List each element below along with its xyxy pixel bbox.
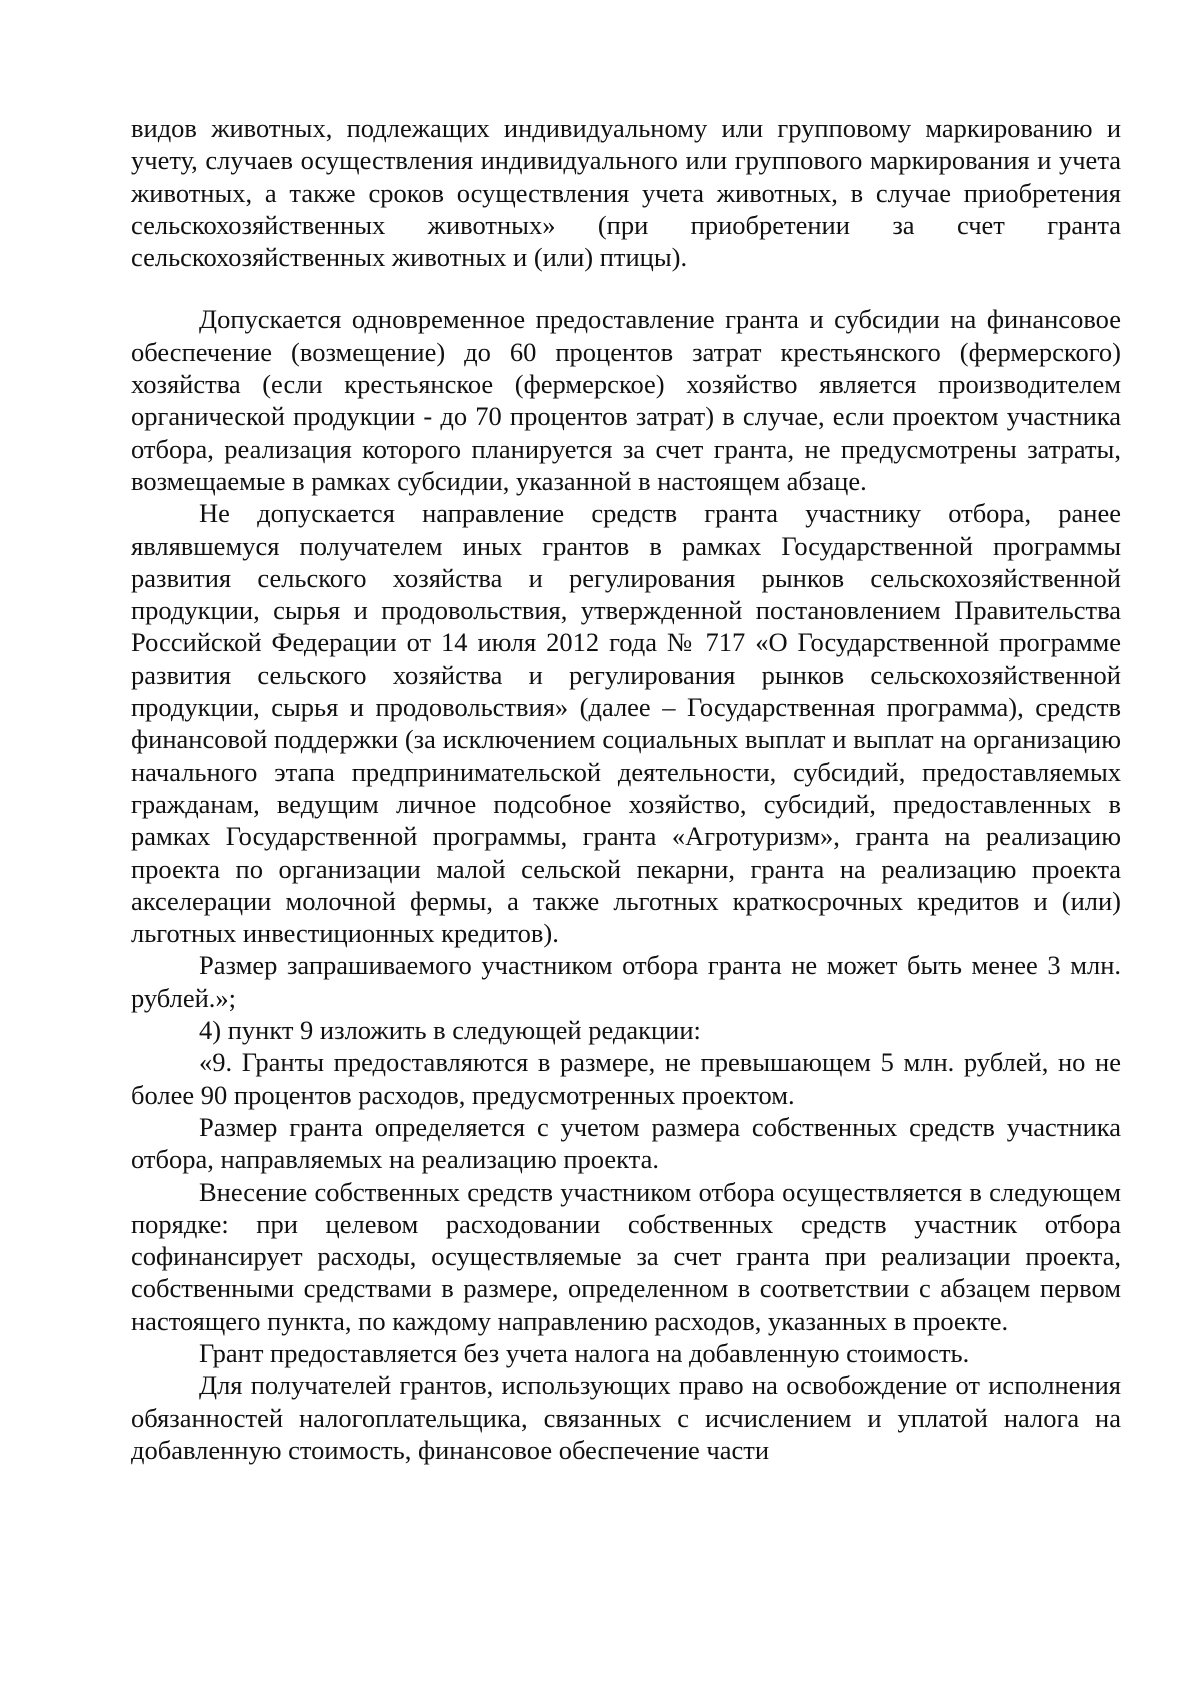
paragraph-clause-4: 4) пункт 9 изложить в следующей редакции:: [199, 1015, 701, 1046]
paragraph-vat-exemption: Для получателей грантов, использующих право на освобождение от исполнения обязанностей налогоплательщика, связанных с исчислением и уплатой налога на добавленную стоимость, финансовое обеспечение части: [131, 1370, 1121, 1465]
paragraph-clause-9: «9. Гранты предоставляются в размере, не превышающем 5 млн. рублей, но не более 90 процентов расходов, предусмотренных проектом.: [131, 1047, 1121, 1110]
paragraph-animal-marking: видов животных, подлежащих индивидуальному или групповому маркированию и учету, случаев осуществления индивидуального или группового маркирования и учета животных, а также сроков осуществления учета животных, в случае приобретения сельскохозяйственных животных» (при приобретении за счет гранта сельскохозяйственных животных и (или) птицы).: [131, 113, 1121, 273]
paragraph-vat-exclusion: Грант предоставляется без учета налога на добавленную стоимость.: [199, 1337, 970, 1368]
paragraph-grant-restriction: Не допускается направление средств гранта участнику отбора, ранее являвшемуся получателем иных грантов в рамках Государственной программы развития сельского хозяйства и регулирования рынков сельскохозяйственной продукции, сырья и продовольствия, утвержденной постановлением Правительства Российской Федерации от 14 июля 2012 года № 717 «О Государственной программе развития сельского хозяйства и регулирования рынков сельскохозяйственной продукции, сырья и продовольствия» (далее – Государственная программа), средств финансовой поддержки (за исключением социальных выплат и выплат на организацию начального этапа предпринимательской деятельности, субсидий, предоставляемых гражданам, ведущим личное подсобное хозяйство, субсидий, предоставленных в рамках Государственной программы, гранта «Агротуризм», гранта на реализацию проекта по организации малой сельской пекарни, гранта на реализацию проекта акселерации молочной фермы, а также льготных краткосрочных кредитов и (или) льготных инвестиционных кредитов).: [131, 498, 1121, 949]
paragraph-simultaneous-grant: Допускается одновременное предоставление гранта и субсидии на финансовое обеспечение (возмещение) до 60 процентов затрат крестьянского (фермерского) хозяйства (если крестьянское (фермерское) хозяйство является производителем органической продукции - до 70 процентов затрат) в случае, если проектом участника отбора, реализация которого планируется за счет гранта, не предусмотрены затраты, возмещаемые в рамках субсидии, указанной в настоящем абзаце.: [131, 304, 1121, 496]
paragraph-grant-size: Размер гранта определяется с учетом размера собственных средств участника отбора, направляемых на реализацию проекта.: [131, 1111, 1121, 1175]
document-body: [131, 112, 1121, 1466]
paragraph-own-funds: Внесение собственных средств участником отбора осуществляется в следующем порядке: при целевом расходовании собственных средств участник отбора софинансирует расходы, осуществляемые за счет гранта при реализации проекта, собственными средствами в размере, определенном в соответствии с абзацем первом настоящего пункта, по каждому направлению расходов, указанных в проекте.: [131, 1176, 1121, 1336]
paragraph-minimum-grant: Размер запрашиваемого участником отбора гранта не может быть менее 3 млн. рублей.»;: [131, 950, 1121, 1013]
